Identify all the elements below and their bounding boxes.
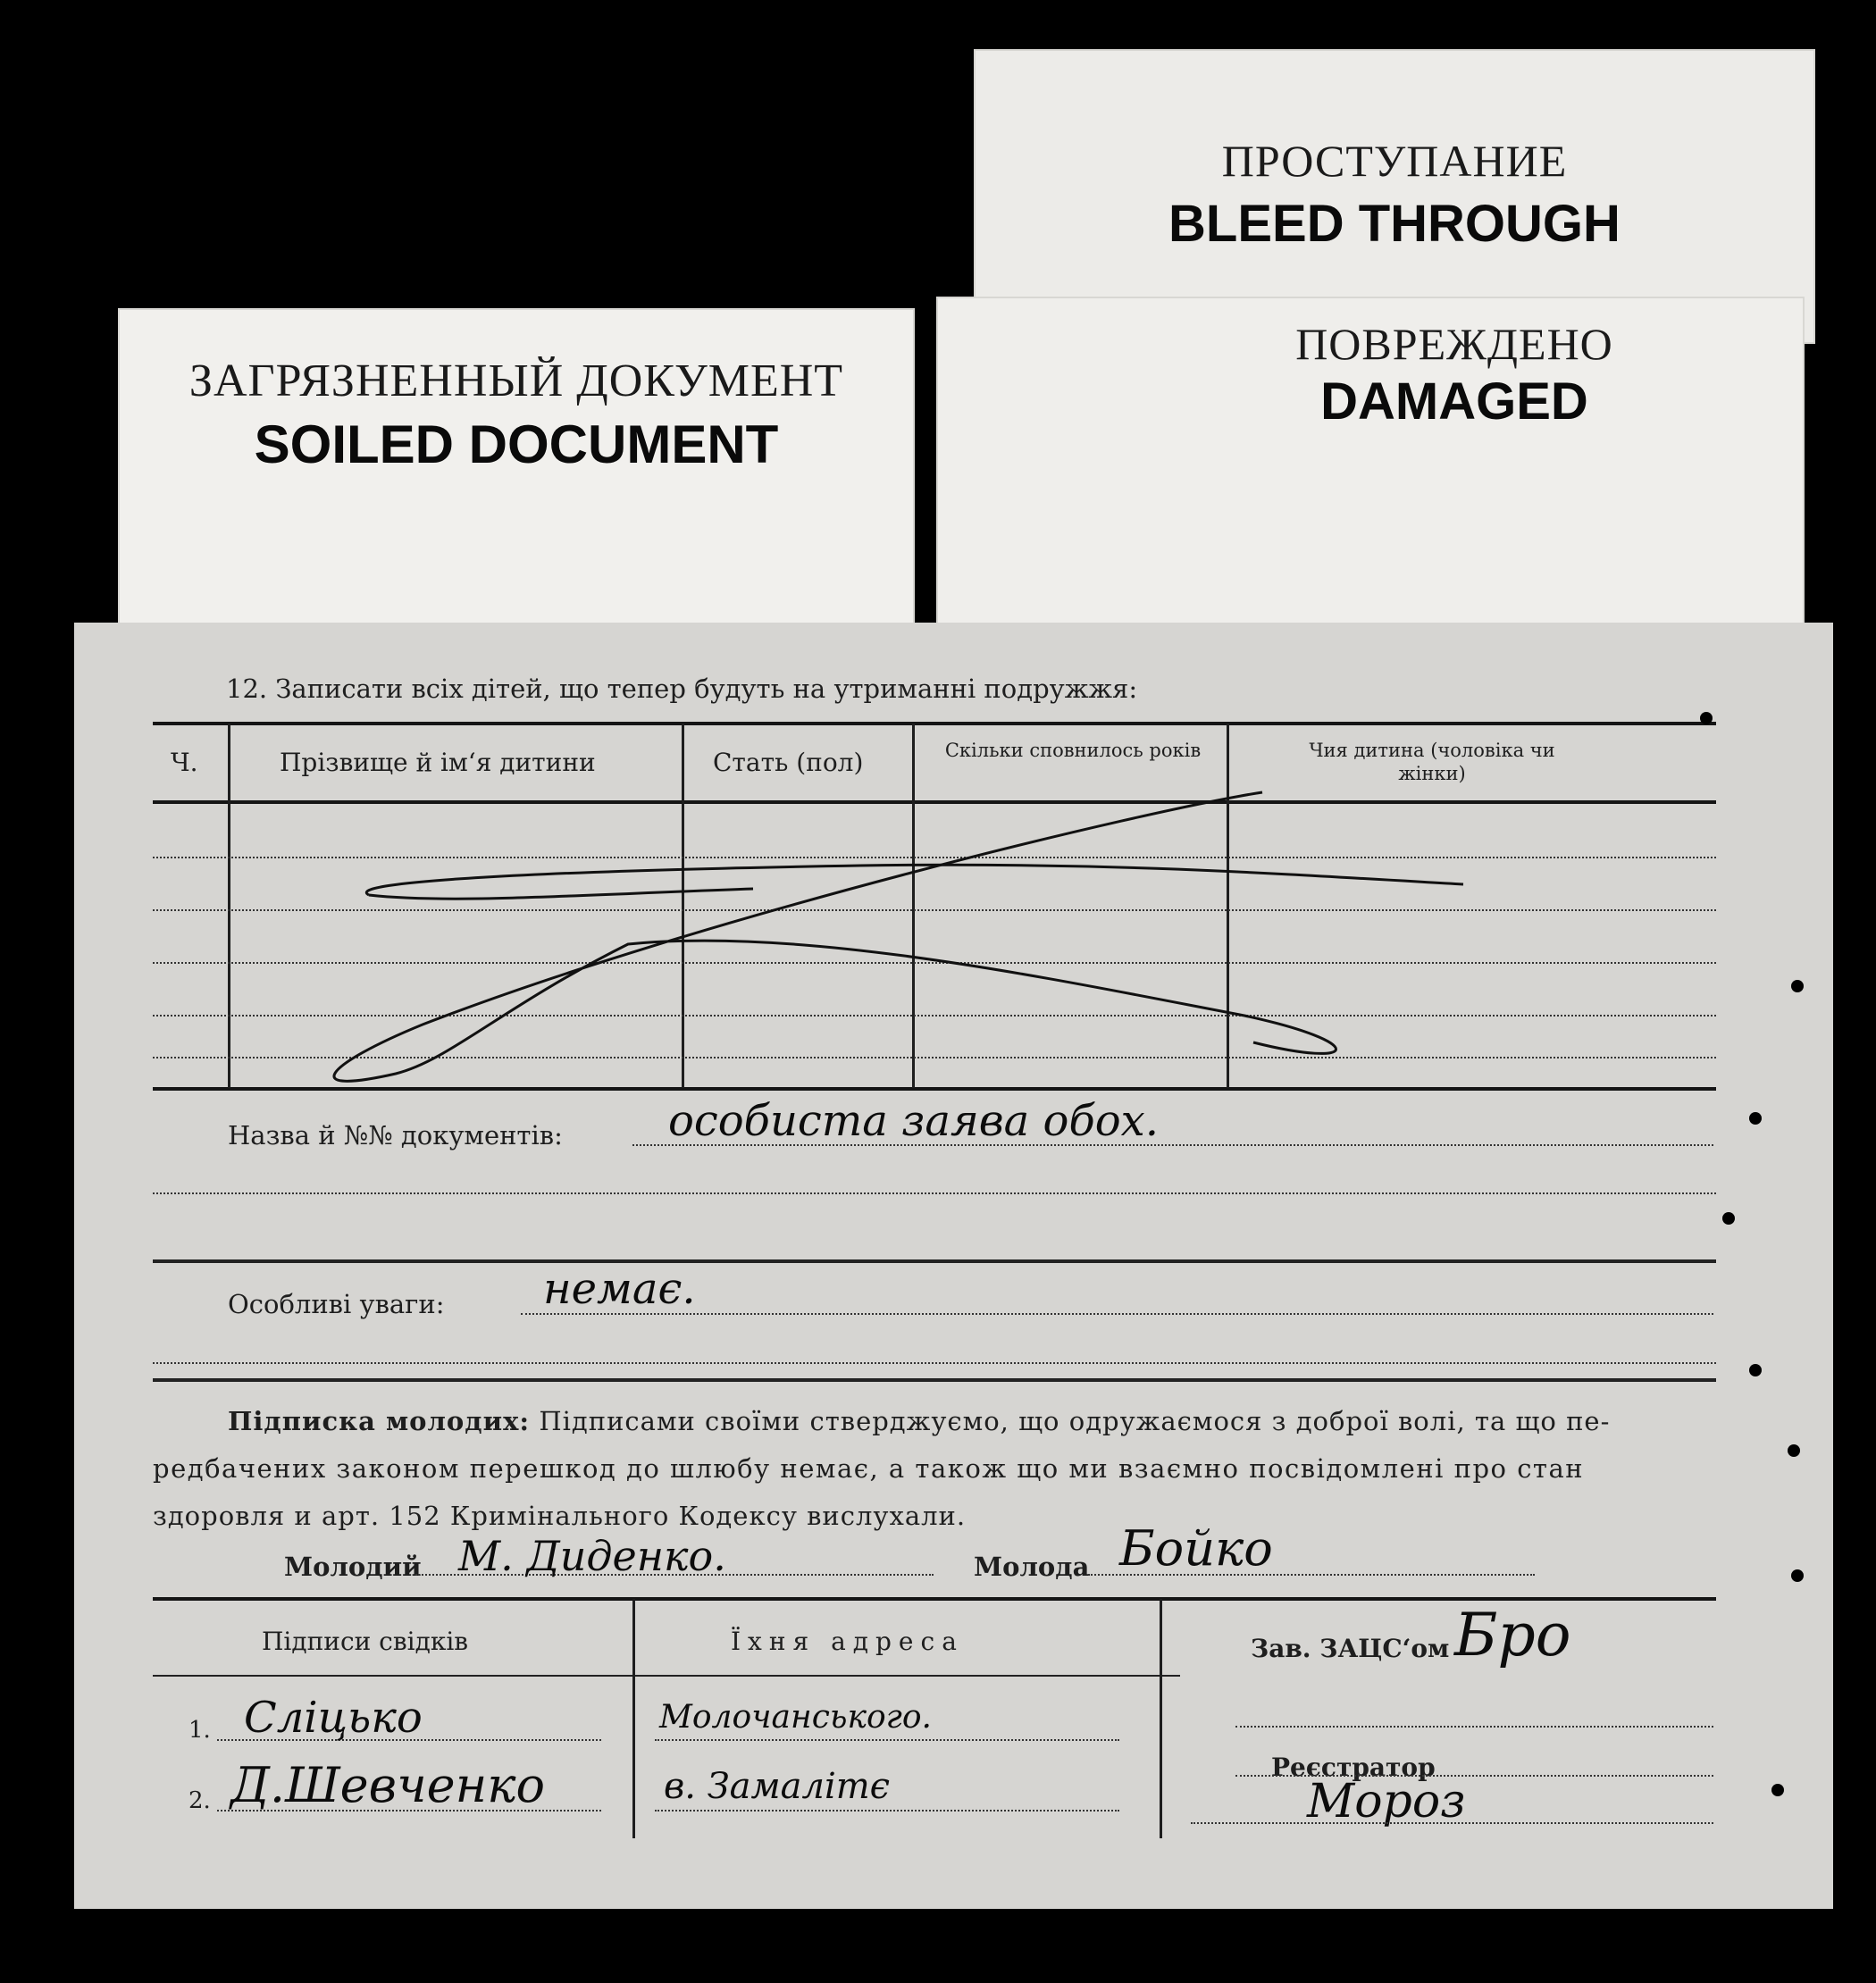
witness-2-number: 2. [188, 1787, 211, 1814]
remarks-dotted-line [521, 1313, 1713, 1315]
witness-2-signature: Д.Шевченко [230, 1757, 545, 1813]
punch-hole [1788, 1444, 1800, 1457]
registrar-signature: Мороз [1307, 1775, 1466, 1828]
documents-label: Назва й №№ документів: [228, 1120, 563, 1150]
remarks-handwritten-value: немає. [543, 1264, 696, 1314]
table-header-num: Ч. [171, 748, 198, 777]
registrar-line [1191, 1822, 1713, 1824]
soiled-ru: ЗАГРЯЗНЕННЫЙ ДОКУМЕНТ [188, 356, 844, 406]
damaged-en: DAMAGED [1320, 372, 1588, 431]
witnesses-col-divider [1160, 1599, 1162, 1838]
declaration-lead: Підписка молодих: [228, 1406, 531, 1436]
punch-hole [1771, 1784, 1784, 1796]
witnesses-col-divider [632, 1599, 635, 1838]
documents-bottom-rule [153, 1259, 1716, 1263]
witness-1-signature: Сліцько [244, 1693, 423, 1743]
damaged-label [936, 297, 1805, 645]
remarks-dotted-line [153, 1362, 1716, 1364]
declaration-text-1: Підписами своїми стверджуємо, що одружаємося з доброї волі, та що пе- [539, 1406, 1611, 1436]
address-1-line [655, 1739, 1119, 1741]
bleed-through-en: BLEED THROUGH [1168, 195, 1621, 253]
witnesses-header-rule [153, 1675, 1180, 1677]
table-header-sex: Стать (пол) [713, 748, 864, 777]
soiled-document-label [118, 308, 915, 648]
documents-dotted-line [153, 1192, 1716, 1194]
soiled-en: SOILED DOCUMENT [254, 414, 779, 474]
head-signature: Бро [1454, 1601, 1571, 1669]
punch-hole [1749, 1364, 1762, 1376]
declaration-line-1 [228, 1406, 1610, 1436]
bride-label: Молода [974, 1552, 1090, 1582]
punch-hole [1700, 712, 1713, 724]
registrar-label: Реєстратор [1271, 1753, 1436, 1782]
damaged-ru: ПОВРЕЖДЕНО [1295, 319, 1613, 369]
head-label: Зав. ЗАЦС‘ом [1251, 1634, 1450, 1663]
bride-signature: Бойко [1119, 1520, 1273, 1577]
address-2: в. Замалітє [664, 1766, 891, 1807]
declaration-line-3: здоровля и арт. 152 Кримінального Кодексу вислухали. [153, 1501, 967, 1531]
witness-1-number: 1. [188, 1717, 211, 1744]
declaration-line-2: редбачених законом перешкод до шлюбу немає, а також що ми взаємно посвідомлені про стан [153, 1453, 1585, 1484]
punch-hole [1749, 1112, 1762, 1125]
section-12-title: 12. Записати всіх дітей, що тепер будуть на утриманні подружжя: [226, 674, 1138, 704]
address-1: Молочанського. [659, 1699, 932, 1736]
punch-hole [1722, 1212, 1735, 1225]
table-header-child-name: Прізвище й ім‘я дитини [280, 748, 596, 777]
table-header-whose-child: Чия дитина (чоловіка чи жінки) [1309, 740, 1555, 784]
table-header-age: Скільки сповнилось років [944, 740, 1202, 761]
bleed-through-ru: ПРОСТУПАНИЕ [1221, 136, 1568, 186]
groom-label: Молодий [284, 1552, 422, 1582]
address-2-line [655, 1810, 1119, 1811]
witnesses-header: Підписи свідків [262, 1627, 469, 1656]
punch-hole [1791, 980, 1804, 992]
documents-handwritten-value: особиста заява обох. [668, 1096, 1159, 1146]
marriage-record-form [74, 623, 1833, 1909]
punch-hole [1791, 1569, 1804, 1582]
remarks-bottom-rule [153, 1378, 1716, 1382]
groom-signature: М. Диденко. [458, 1532, 726, 1580]
head-signature-line [1235, 1726, 1713, 1728]
remarks-label: Особливі уваги: [228, 1289, 445, 1319]
address-header: Їхня адреса [731, 1627, 964, 1656]
